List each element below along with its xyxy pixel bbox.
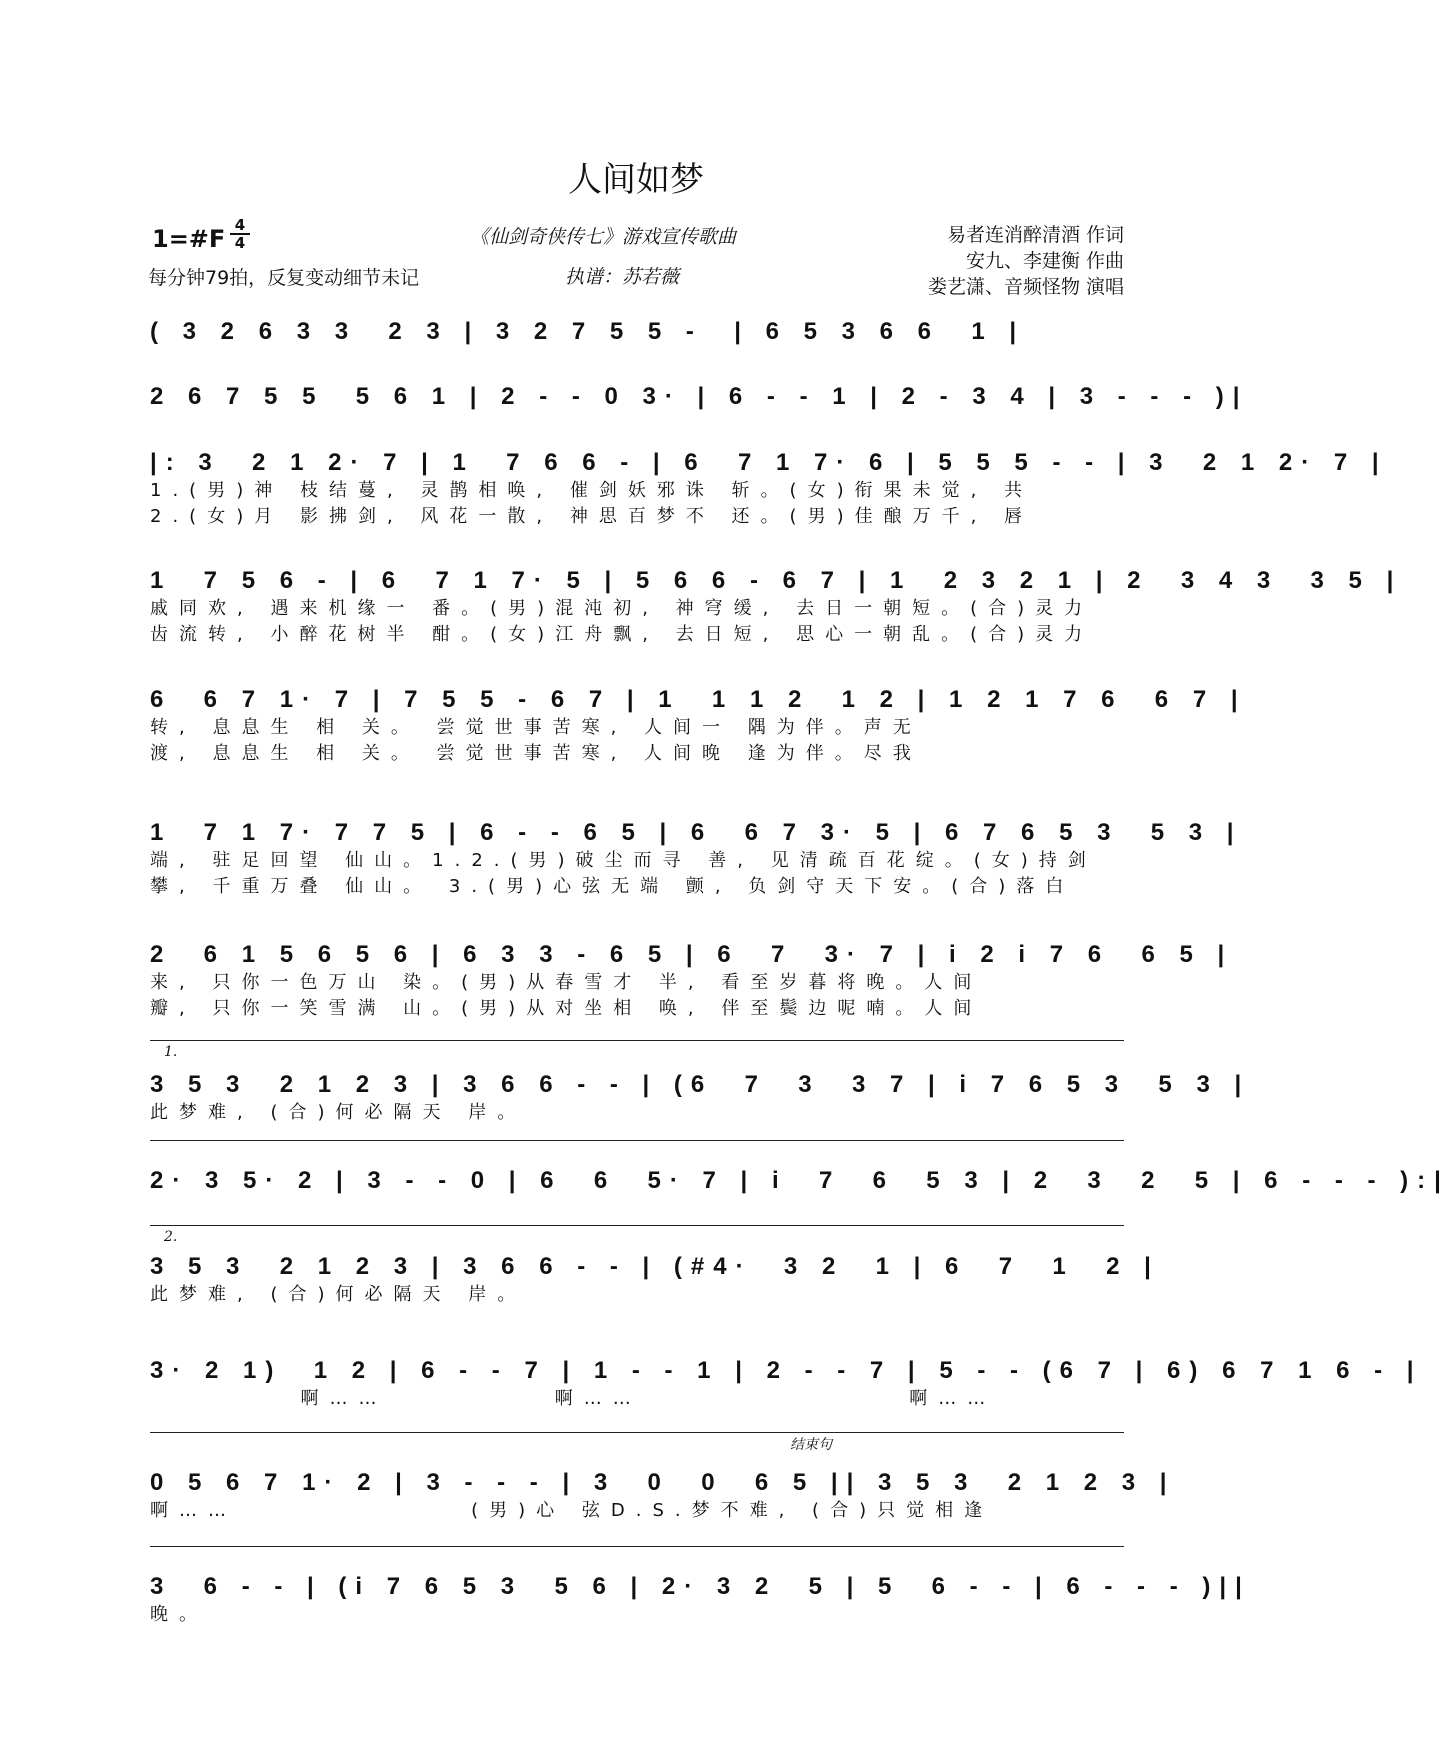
score-row-12: [150, 1468, 1176, 1524]
time-signature-top: 4: [234, 216, 246, 234]
score-row-3: [150, 448, 1388, 530]
lyric-verse-2: 2.(女)月 影拂剑, 风花一散, 神思百梦不 还。(男)佳酿万千, 唇: [150, 506, 1034, 527]
lyric-verse-1: 戚同欢, 遇来机缘一 番。(男)混沌初, 神穹缓, 去日一朝短。(合)灵力: [150, 598, 1094, 619]
notation-line: ( 3 2 6 3 3 2 3 | 3 2 7 5 5 - | 6 5 3 6 6 1 |: [150, 318, 1026, 345]
score-row-1: [150, 317, 1124, 347]
notation-line: 1 7 1 7· 7 7 5 | 6 - - 6 5 | 6 6 7 3· 5 | 6 7 6 5 3 5 3 |: [150, 819, 1243, 846]
lyric-verse-1: 啊…… 啊…… 啊……: [150, 1388, 997, 1409]
notation-line: 0 5 6 7 1· 2 | 3 - - - | 3 0 0 6 5 || 3 5 3 2 1 2 3 |: [150, 1469, 1176, 1496]
volta-1-label: 1.: [164, 1044, 178, 1060]
score-row-8: [150, 1070, 1251, 1126]
lyric-verse-1: 端, 驻足回望 仙山。1.2.(男)破尘而寻 善, 见清疏百花绽。(女)持剑: [150, 850, 1097, 871]
notation-line: 6 6 7 1· 7 | 7 5 5 - 6 7 | 1 1 1 2 1 2 | 1 2 1 7 6 6 7 |: [150, 686, 1247, 713]
lyric-verse-1: 啊…… (男)心 弦D.S.梦不难, (合)只觉相逢: [150, 1500, 994, 1521]
subtitle: 《仙剑奇侠传七》游戏宣传歌曲: [470, 226, 737, 248]
composer-credit: 安九、李建衡 作曲: [965, 250, 1124, 272]
lyric-verse-1: 转, 息息生 相 关。 尝觉世事苦寒, 人间一 隅为伴。声无: [150, 717, 922, 738]
tempo-note: 每分钟79拍，反复变动细节未记: [148, 267, 420, 289]
time-signature: [230, 218, 250, 250]
coda-label: 结束句: [790, 1437, 832, 1453]
lyric-verse-1: 来, 只你一色万山 染。(男)从春雪才 半, 看至岁暮将晚。人间: [150, 972, 983, 993]
score-row-6: [150, 818, 1243, 900]
time-signature-bottom: 4: [234, 234, 246, 252]
lyric-verse-1: 晚。: [150, 1604, 208, 1625]
lyric-verse-2: 渡, 息息生 相 关。 尝觉世事苦寒, 人间晚 逢为伴。尽我: [150, 743, 922, 764]
score-row-13: [150, 1572, 1251, 1628]
score-row-9: [150, 1166, 1450, 1196]
notation-line: 1 7 5 6 - | 6 7 1 7· 5 | 5 6 6 - 6 7 | 1 2 3 2 1 | 2 3 4 3 3 5 |: [150, 567, 1403, 594]
notation-line: 3 5 3 2 1 2 3 | 3 6 6 - - | (#4· 3 2 1 | 6 7 1 2 |: [150, 1253, 1160, 1280]
score-row-5: [150, 685, 1247, 767]
score-row-7: [150, 940, 1234, 1022]
coda-bracket: [150, 1432, 1124, 1433]
lyric-verse-1: 1.(男)神 枝结蔓, 灵鹊相唤, 催剑妖邪诛 斩。(女)衔果未觉, 共: [150, 480, 1034, 501]
coda-bracket-continued: [150, 1546, 1124, 1547]
lyric-verse-2: 齿流转, 小醉花树半 酣。(女)江舟飘, 去日短, 思心一朝乱。(合)灵力: [150, 624, 1094, 645]
notation-line: 2 6 7 5 5 5 6 1 | 2 - - 0 3· | 6 - - 1 | 2 - 3 4 | 3 - - - )|: [150, 383, 1249, 410]
volta-1-bracket-continued: [150, 1140, 1124, 1141]
notation-line: 3 5 3 2 1 2 3 | 3 6 6 - - | (6 7 3 3 7 | i 7 6 5 3 5 3 |: [150, 1071, 1251, 1098]
lyric-verse-1: 此梦难, (合)何必隔天 岸。: [150, 1102, 527, 1123]
notation-line: 2· 3 5· 2 | 3 - - 0 | 6 6 5· 7 | i 7 6 5 3 | 2 3 2 5 | 6 - - - ):|: [150, 1167, 1450, 1194]
notation-line: 2 6 1 5 6 5 6 | 6 3 3 - 6 5 | 6 7 3· 7 | i 2 i 7 6 6 5 |: [150, 941, 1234, 968]
lyric-verse-2: 攀, 千重万叠 仙山。 3.(男)心弦无端 颤, 负剑守天下安。(合)落白: [150, 876, 1075, 897]
transcriber: 执谱：苏若薇: [565, 266, 680, 288]
song-title: 人间如梦: [568, 160, 704, 200]
score-row-11: [150, 1356, 1423, 1412]
volta-1-bracket: [150, 1040, 1124, 1041]
lyricist-credit: 易者连消醉清酒 作词: [946, 224, 1124, 246]
notation-line: 3· 2 1) 1 2 | 6 - - 7 | 1 - - 1 | 2 - - 7 | 5 - - (6 7 | 6) 6 7 1 6 - |: [150, 1357, 1423, 1384]
credits: [928, 222, 1124, 300]
key-signature: 1=#F: [152, 225, 226, 253]
performer-credit: 娄艺潇、音频怪物 演唱: [927, 276, 1124, 298]
notation-line: |: 3 2 1 2· 7 | 1 7 6 6 - | 6 7 1 7· 6 | 5 5 5 - - | 3 2 1 2· 7 |: [150, 449, 1388, 476]
lyric-verse-1: 此梦难, (合)何必隔天 岸。: [150, 1284, 527, 1305]
notation-line: 3 6 - - | (i 7 6 5 3 5 6 | 2· 3 2 5 | 5 6 - - | 6 - - - )||: [150, 1573, 1251, 1600]
volta-2-label: 2.: [164, 1229, 178, 1245]
volta-2-bracket: [150, 1225, 1124, 1226]
lyric-verse-2: 瓣, 只你一笑雪满 山。(男)从对坐相 唤, 伴至鬓边呢喃。人间: [150, 998, 983, 1019]
score-row-10: [150, 1252, 1160, 1308]
score-row-2: [150, 382, 1249, 412]
score-row-4: [150, 566, 1403, 648]
